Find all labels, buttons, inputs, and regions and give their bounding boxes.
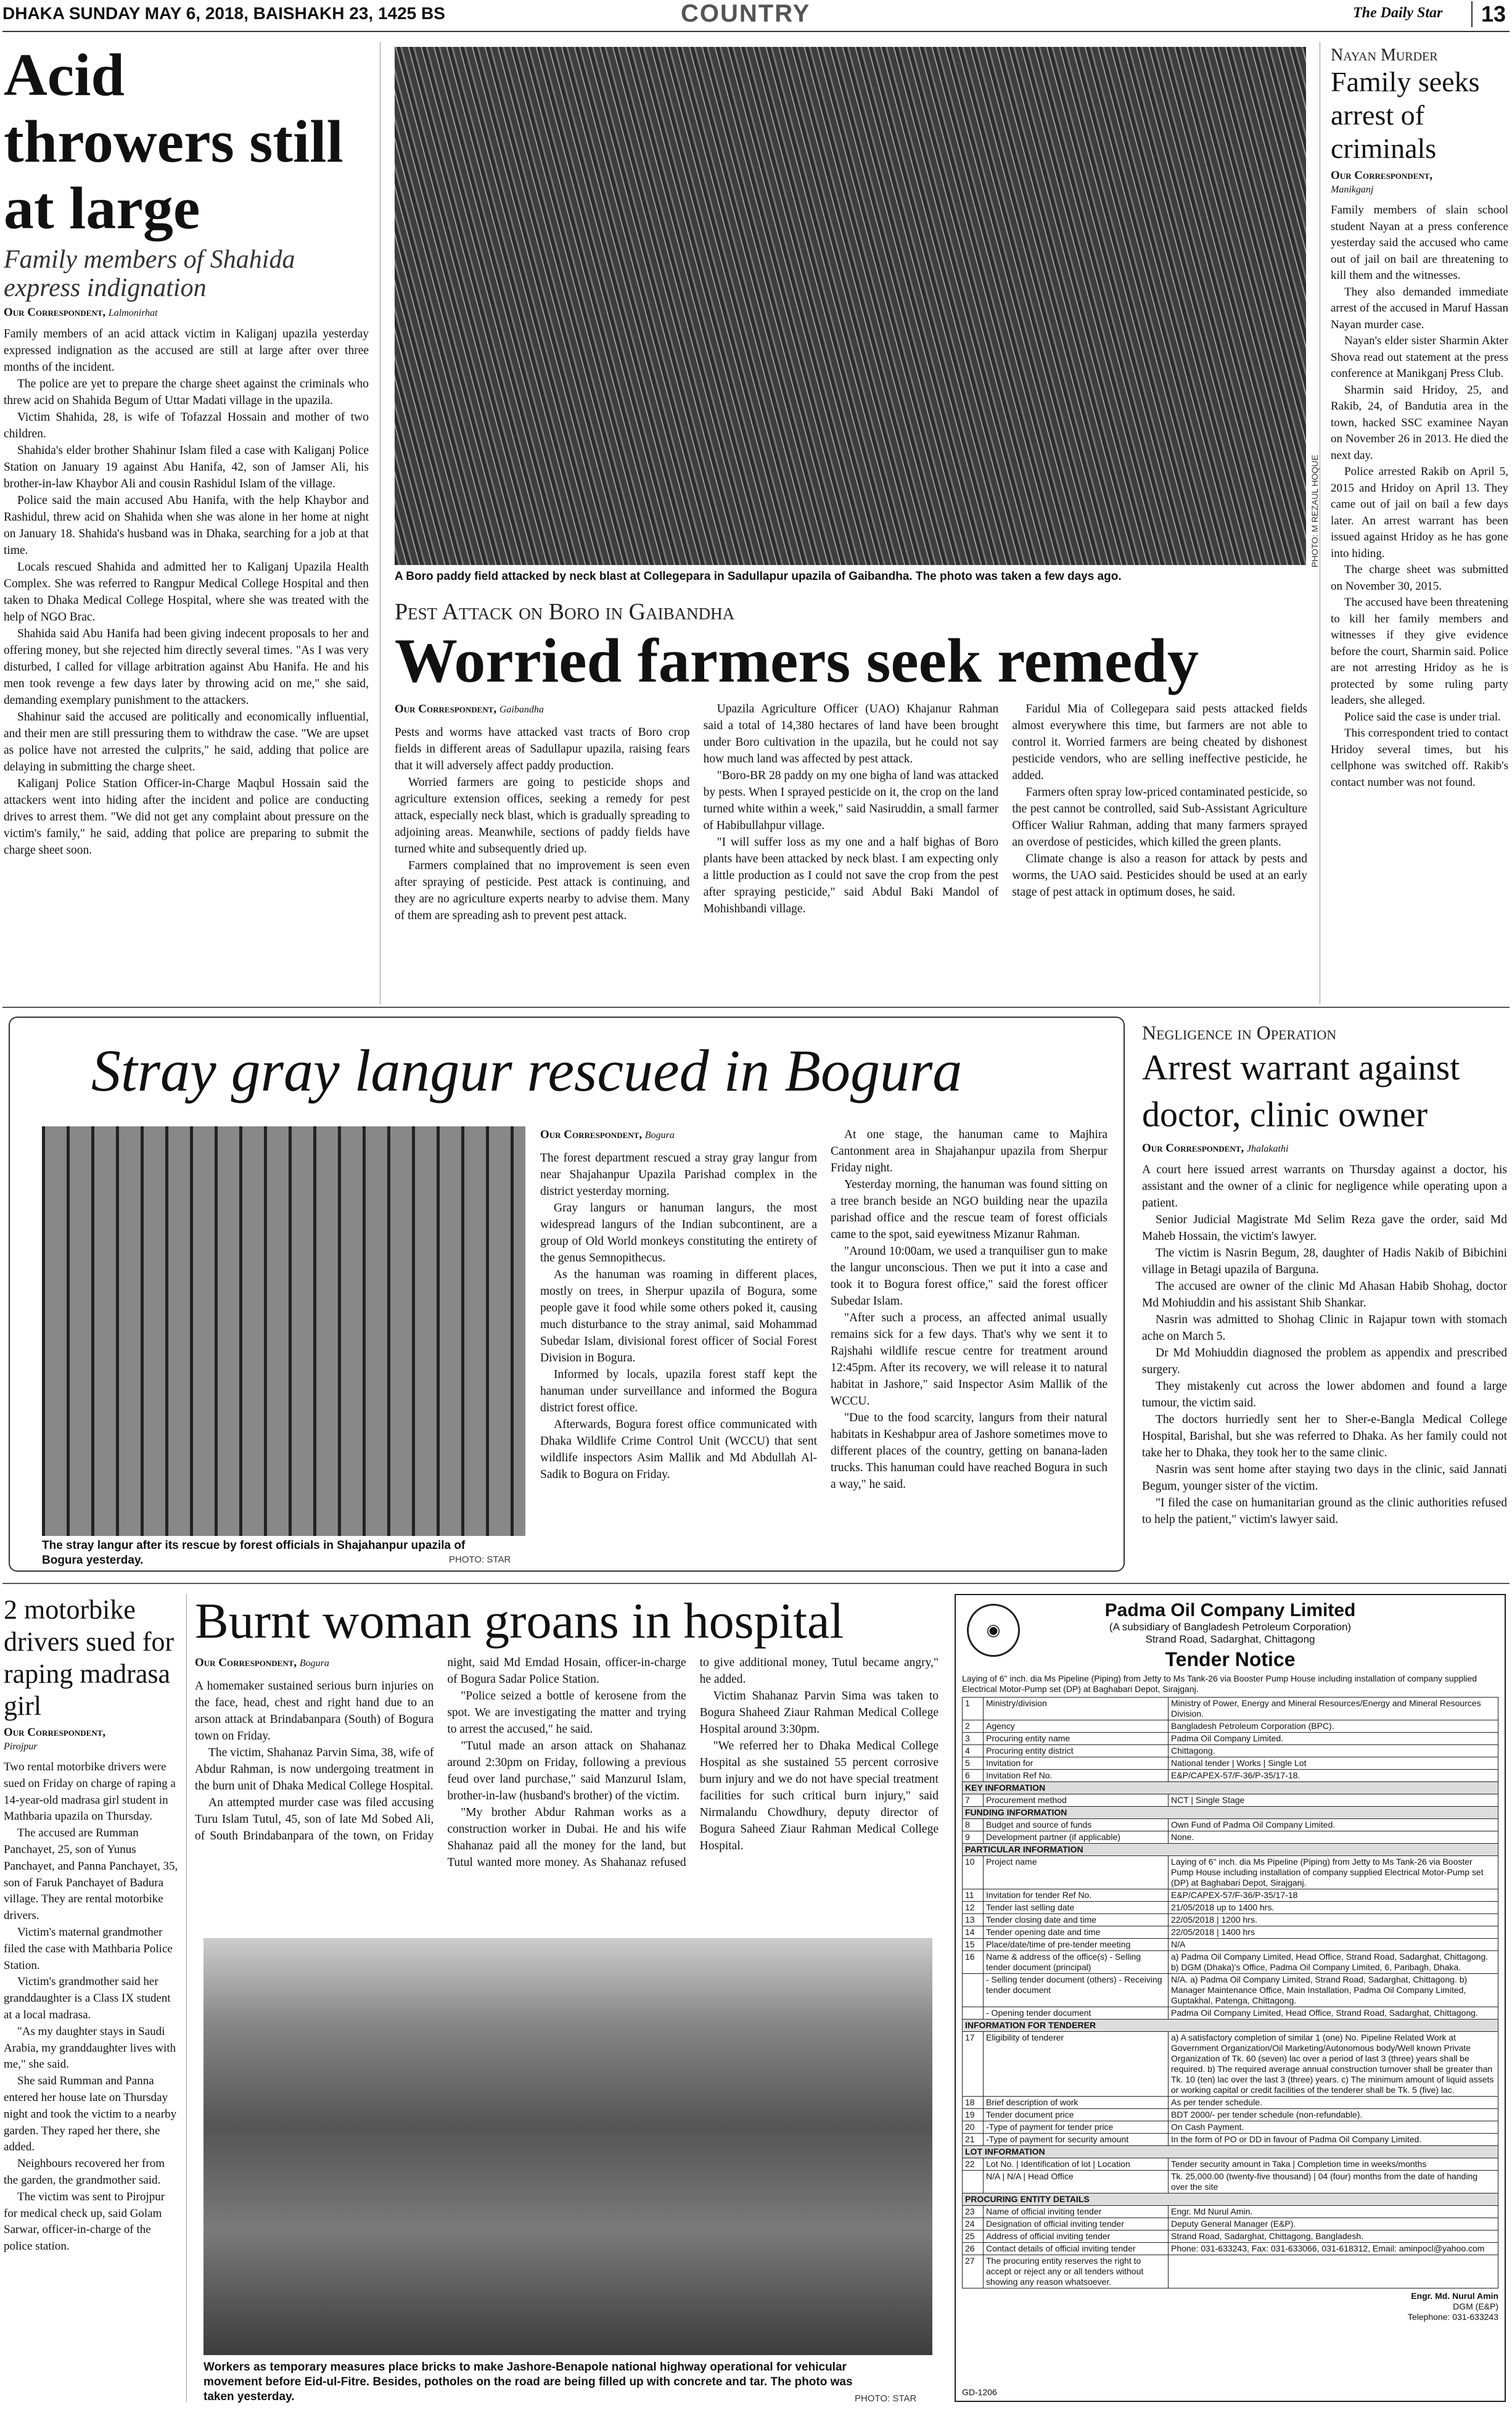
boro-headline: Worried farmers seek remedy [395, 626, 1199, 696]
langur-paragraphs [540, 1126, 1107, 1493]
langur-place: Bogura [644, 1130, 675, 1141]
tender-row-value: a) Padma Oil Company Limited, Head Office, Strand Road, Sadarghat, Chittagong. b) DGM (Dhaka)'s Office, Padma Oil Company Limited, 6, Paribagh, Dhaka. [1169, 1951, 1498, 1974]
tender-row-number: 9 [963, 1831, 984, 1844]
tender-row [963, 1720, 1498, 1733]
masthead [2, 0, 1510, 32]
tender-row-value: 22/05/2018 | 1400 hrs [1169, 1926, 1498, 1939]
paragraph: Kaliganj Police Station Officer-in-Charge Maqbul Hossain said the attackers went into hiding after the incident and police are conducting drives to arrest them. "We did not get any complaint about pressure on the victim's family," he said, adding that police are preparing to submit the charge sheet soon. [4, 777, 369, 857]
tender-notice [955, 1594, 1506, 2402]
tender-row-number: 16 [963, 1951, 984, 1974]
paragraph: The victim is Nasrin Begum, 28, daughter of Hadis Nakib of Bibichini village in Betagi upazila of Barguna. [1142, 1247, 1507, 1276]
tender-row [963, 1844, 1498, 1856]
tender-row-value: On Cash Payment. [1169, 2121, 1498, 2134]
langur-photo-credit: PHOTO: STAR [449, 1554, 511, 1565]
tender-title: Tender Notice [1165, 1648, 1296, 1670]
tender-row-value: Tender security amount in Taka | Completion time in weeks/months [1169, 2158, 1498, 2171]
tender-row [963, 1902, 1498, 1914]
tender-row [963, 2109, 1498, 2121]
tender-row-number [963, 2171, 984, 2193]
paragraph: Shahida said Abu Hanifa had been giving indecent proposals to her and offering money, but she rejected him directly several times. "As I was very disturbed, I called for village arbitration against Abu Hanifa. He and his men took revenge a few days later by throwing acid on me," she said, demanding exemplary punishment to the attackers. [4, 627, 369, 707]
paragraph: Neighbours recovered her from the garden, the grandmother said. [4, 2157, 165, 2187]
motorbike-body [4, 1759, 179, 2255]
warrant-byline [1142, 1142, 1507, 1155]
tender-row [963, 2032, 1498, 2097]
tender-sub1: (A subsidiary of Bangladesh Petroleum Corporation) [1109, 1621, 1352, 1633]
paragraph: "Due to the food scarcity, langurs from their natural habitats in Keshabpur area of Jashore sometimes move to different places of the country, getting on banana-laden trucks. This hanuman could have reached Bogura in such a way," he said. [831, 1411, 1107, 1491]
paragraph: Police said the main accused Abu Hanifa, with the help Khaybor and Rashidul, threw acid on Shahida when she was alone in her home at night on January 18. Shahida's husband was in Dhaka, searching for a job at that time. [4, 494, 369, 557]
tender-row-label: Development partner (if applicable) [984, 1831, 1169, 1844]
tender-section-label: KEY INFORMATION [963, 1782, 1498, 1794]
tender-row-number: 14 [963, 1926, 984, 1939]
paragraph: Pests and worms have attacked vast tracts of Boro crop fields in different areas of Sadullapur upazila, raising fears that it will adversely affect paddy production. [395, 726, 690, 772]
tender-row-number: 1 [963, 1698, 984, 1720]
tender-row-value: Tk. 25,000.00 (twenty-five thousand) | 04 (four) months from the date of handing over the site [1169, 2171, 1498, 2193]
warrant-body [1142, 1162, 1507, 1528]
tender-row-number: 4 [963, 1745, 984, 1757]
tender-row-label: - Opening tender document [984, 2007, 1169, 2020]
tender-sign-phone: Telephone: 031-633243 [1407, 2312, 1498, 2322]
tender-row-label: Procurement method [984, 1794, 1169, 1807]
paragraph: They also demanded immediate arrest of the accused in Maruf Hassan Nayan murder case. [1331, 285, 1508, 331]
tender-row-value: 22/05/2018 | 1200 hrs. [1169, 1914, 1498, 1926]
tender-section-label: PARTICULAR INFORMATION [963, 1844, 1498, 1856]
tender-code: GD-1206 [962, 2387, 997, 2397]
paragraph: Worried farmers are going to pesticide shops and agriculture extension offices, seeking a remedy for pest attack, especially neck blast, which is gradually spreading to adjoining areas. Meanwhile, sections of paddy fields have turned white and subsequently dried up. [395, 776, 690, 856]
paragraph: Locals rescued Shahida and admitted her to Kaliganj Upazila Health Complex. She was referred to Rangpur Medical College Hospital and then taken to Dhaka Medical College Hospital, where she was treated with the help of NGO Brac. [4, 561, 369, 624]
paragraph: The accused have been threatening to kill her family members and witnesses if they give evidence before the court, Sharmin said. Police are not arresting Hridoy as he is protected by some ruling party leaders, she alleged. [1331, 596, 1508, 707]
tender-row-label: Name & address of the office(s) - Selling tender document (principal) [984, 1951, 1169, 1974]
paragraph: A court here issued arrest warrants on Thursday against a doctor, his assistant and the owner of a clinic for negligence while operating upon a patient. [1142, 1163, 1507, 1210]
paragraph: Victim's maternal grandmother filed the case with Mathbaria Police Station. [4, 1925, 173, 1972]
tender-row [963, 1889, 1498, 1902]
paragraph: "We referred her to Dhaka Medical College Hospital as she sustained 55 percent corrosive burn injury and we do not have special treatment facilities for such critical burn injury," said Nirmalandu Chowdhury, deputy director of Bogura Saheed Ziaur Rahman Medical College Hospital. [699, 1739, 939, 1852]
tender-row-number: 7 [963, 1794, 984, 1807]
paragraph: Gray langurs or hanuman langurs, the most widespread langurs of the Indian subcontinent, are a group of Old World monkeys constituting the entirety of the genus Semnopithecus. [540, 1202, 817, 1265]
tender-row [963, 1926, 1498, 1939]
langur-headline: Stray gray langur rescued in Bogura [91, 1038, 963, 1104]
road-workers-photo [203, 1938, 932, 2355]
tender-sign-title: DGM (E&P) [1453, 2301, 1498, 2311]
paragraph: Police said the case is under trial. [1344, 710, 1501, 724]
paragraph: Informed by locals, upazila forest staff kept the hanuman under surveillance and informed the Bogura district forest office. [540, 1368, 817, 1414]
paragraph: Faridul Mia of Collegepara said pests attacked fields almost everywhere this time, but farmers are not able to control it. Worried farmers are being cheated by dishonest pesticide vendors, who are selling ineffective pesticide, he added. [1012, 703, 1307, 782]
tender-row [963, 1807, 1498, 1819]
tender-row-label: Eligibility of tenderer [984, 2032, 1169, 2097]
acid-subhead: Family members of Shahida express indignation [4, 246, 295, 302]
tender-row-label: Tender document price [984, 2109, 1169, 2121]
tender-row-value: E&P/CAPEX-57/F-36/P-35/17-18 [1169, 1889, 1498, 1902]
paddy-field-photo [395, 47, 1306, 565]
tender-signature [962, 2291, 1498, 2322]
acid-place: Lalmonirhat [108, 308, 158, 318]
langur-box [9, 1017, 1125, 1572]
paragraph: Victim Shahanaz Parvin Sima was taken to Bogura Shaheed Ziaur Rahman Medical College Hospital around 3:30pm. [699, 1690, 939, 1736]
paragraph: Nasrin was admitted to Shohag Clinic in Rajapur town with stomach ache on March 5. [1142, 1313, 1507, 1343]
paragraph: They mistakenly cut across the lower abdomen and found a large tumour, the victim said. [1142, 1380, 1507, 1409]
burnt-place: Bogura [299, 1658, 329, 1669]
tender-row-label: Designation of official inviting tender [984, 2218, 1169, 2230]
paragraph: Nayan's elder sister Sharmin Akter Shova read out statement at the press conference at Manikganj Press Club. [1331, 334, 1508, 380]
langur-body [540, 1126, 1107, 1558]
tender-row-label: Lot No. | Identification of lot | Location [984, 2158, 1169, 2171]
tender-row [963, 2020, 1498, 2032]
tender-row-label: Ministry/division [984, 1698, 1169, 1720]
paragraph: "Tutul made an arson attack on Shahanaz around 2:30pm on Friday, following a previous feud over land purchase," said Manzurul Islam, brother-in-law (husband's brother) of the victim. [447, 1739, 686, 1802]
paragraph: "Around 10:00am, we used a tranquiliser gun to make the langur unconscious. Then we put it into a case and took it to Bogura forest office," said the forest officer Subedar Islam. [831, 1245, 1107, 1308]
tender-row-number: 26 [963, 2243, 984, 2255]
paragraph: "I will suffer loss as my one and a half bighas of Boro plants have been attacked by neck blast. I am expecting only a little production as I could not save the crop from the pest after spraying pesticide," said Abdul Baki Mandol of Mohishbandi village. [703, 836, 999, 915]
paragraph: Police arrested Rakib on April 5, 2015 and Hridoy on April 13. They came out of jail on bail a few days later. An arrest warrant has been issued against Hridoy as he has gone into hiding. [1331, 465, 1508, 560]
road-photo-caption: Workers as temporary measures place bricks to make Jashore-Benapole national highway operational for vehicular movement before Eid-ul-Fitre. Besides, potholes on the road are being filled up with concrete and tar. The photo was taken yesterday. [203, 2361, 853, 2403]
tender-row-label: Place/date/time of pre-tender meeting [984, 1939, 1169, 1951]
tender-row-label: The procuring entity reserves the right to accept or reject any or all tenders without showing any reason whatsoever. [984, 2255, 1169, 2288]
nayan-body [1331, 202, 1508, 791]
tender-row-number [963, 2007, 984, 2020]
boro-place: Gaibandha [499, 704, 544, 715]
tender-row-number: 25 [963, 2230, 984, 2243]
tender-row-value: N/A [1169, 1939, 1498, 1951]
tender-intro: Laying of 6" inch. dia Ms Pipeline (Piping) from Jetty to Ms Tank-26 via Booster Pump House including installation of company supplied Electrical Motor-Pump set (DP) at Baghabari Depot, Sirajganj. [962, 1673, 1477, 1694]
tender-section-label: LOT INFORMATION [963, 2146, 1498, 2158]
tender-row [963, 1733, 1498, 1745]
paragraph: Shahida's elder brother Shahinur Islam filed a case with Kaliganj Police Station on January 19 against Abu Hanifa, 42, son of Jamser Ali, his brother-in-law Khaybor Ali and cousin Rashidul Islam of the village. [4, 444, 369, 490]
tender-row [963, 1757, 1498, 1770]
paragraph: "As my daughter stays in Saudi Arabia, my granddaughter lives with me," she said. [4, 2024, 176, 2071]
tender-row-number: 5 [963, 1757, 984, 1770]
tender-row-number: 10 [963, 1856, 984, 1889]
nayan-byline [1331, 169, 1508, 196]
tender-row-value: In the form of PO or DD in favour of Padma Oil Company Limited. [1169, 2134, 1498, 2146]
tender-row [963, 2097, 1498, 2109]
warrant-kicker: Negligence in Operation [1142, 1021, 1337, 1044]
section-divider [2, 1583, 1510, 1584]
paragraph: The accused are owner of the clinic Md Ahasan Habib Shohag, doctor Md Mohiuddin and his assistant Shib Shankar. [1142, 1280, 1507, 1310]
paragraph: The charge sheet was submitted on November 30, 2015. [1331, 563, 1508, 593]
burnt-byline [195, 1654, 433, 1672]
tender-row [963, 2171, 1498, 2193]
tender-row [963, 2255, 1498, 2288]
paragraph: Shahinur said the accused are politically and economically influential, and their men are still pressuring them to withdraw the case. "We are upset as police have not arrested the culprits," he said, adding that police are delaying in submitting the charge sheet. [4, 711, 369, 774]
tender-row-number: 2 [963, 1720, 984, 1733]
tender-row-number [963, 1974, 984, 2007]
dateline: DHAKA SUNDAY MAY 6, 2018, BAISHAKH 23, 1425 BS [2, 4, 445, 23]
tender-row-label: - Selling tender document (others) - Receiving tender document [984, 1974, 1169, 2007]
warrant-headline: Arrest warrant against doctor, clinic owner [1142, 1047, 1460, 1134]
paragraph: The police are yet to prepare the charge sheet against the criminals who threw acid on Shahida Begum of Uttar Madati village in the upazila. [4, 378, 369, 407]
tender-row [963, 2193, 1498, 2206]
column-rule [186, 1594, 187, 2402]
nayan-article [1331, 46, 1508, 791]
tender-row [963, 1939, 1498, 1951]
tender-row-label: Budget and source of funds [984, 1819, 1169, 1831]
tender-sub2: Strand Road, Sadarghat, Chittagong [1145, 1633, 1315, 1645]
paragraph: Victim's grandmother said her granddaughter is a Class IX student at a local madrasa. [4, 1975, 171, 2021]
paragraph: At one stage, the hanuman came to Majhira Cantonment area in Shajahanpur upazila from Sherpur Friday night. [831, 1128, 1107, 1174]
tender-row-value: As per tender schedule. [1169, 2097, 1498, 2109]
paragraph: Climate change is also a reason for attack by pests and worms, the UAO said. Pesticides should be used at an early stage of pest attack in optimum doses, he said. [1012, 852, 1307, 899]
tender-row [963, 1782, 1498, 1794]
tender-row-label: Tender opening date and time [984, 1926, 1169, 1939]
motorbike-place: Pirojpur [4, 1741, 38, 1752]
tender-row [963, 2121, 1498, 2134]
tender-row-label: Procuring entity district [984, 1745, 1169, 1757]
tender-row [963, 1819, 1498, 1831]
paragraph: "Boro-BR 28 paddy on my one bigha of land was attacked by pests. When I sprayed pesticide on it, the crop on the land turned white within a week," said Nasiruddin, a small farmer of Habibullahpur village. [703, 769, 999, 832]
motorbike-headline: 2 motorbike drivers sued for raping madrasa girl [4, 1595, 175, 1721]
tender-row-value: E&P/CAPEX-57/F-36/P-35/17-18. [1169, 1770, 1498, 1782]
paragraph: A homemaker sustained serious burn injuries on the face, head, chest and right hand due to an arson attack at Brindabanpara (South) of Bogura town on Friday. [195, 1680, 434, 1743]
tender-row-value: NCT | Single Stage [1169, 1794, 1498, 1807]
paddy-photo-credit: PHOTO: M REZAUL HOQUE [1310, 455, 1320, 567]
tender-row-value: Chittagong. [1169, 1745, 1498, 1757]
nayan-place: Manikganj [1331, 184, 1374, 195]
tender-row-value: Own Fund of Padma Oil Company Limited. [1169, 1819, 1498, 1831]
tender-row-value: Padma Oil Company Limited, Head Office, Strand Road, Sadarghat, Chittagong. [1169, 2007, 1498, 2020]
paragraph: The victim, Shahanaz Parvin Sima, 38, wife of Abdur Rahman, is now undergoing treatment in the burn unit of Dhaka Medical College Hospital. [195, 1746, 434, 1793]
tender-row-value: National tender | Works | Single Lot [1169, 1757, 1498, 1770]
tender-row [963, 1794, 1498, 1807]
tender-row-label: Invitation Ref No. [984, 1770, 1169, 1782]
tender-row [963, 2146, 1498, 2158]
burnt-byline-text: Our Correspondent, [195, 1656, 297, 1669]
tender-row [963, 1914, 1498, 1926]
tender-row-number: 13 [963, 1914, 984, 1926]
tender-row-number: 27 [963, 2255, 984, 2288]
tender-row-number: 22 [963, 2158, 984, 2171]
paragraph: "Police seized a bottle of kerosene from the spot. We are investigating the matter and trying to arrest the accused," he said. [447, 1690, 686, 1736]
tender-company: Padma Oil Company Limited [1104, 1600, 1356, 1620]
burnt-article [195, 1591, 939, 1920]
tender-row-number: 17 [963, 2032, 984, 2097]
tender-row-label: Invitation for [984, 1757, 1169, 1770]
tender-sign-name: Engr. Md. Nurul Amin [1411, 2291, 1498, 2301]
tender-row-value: Padma Oil Company Limited. [1169, 1733, 1498, 1745]
tender-row-label: Contact details of official inviting tender [984, 2243, 1169, 2255]
tender-row-label: N/A | N/A | Head Office [984, 2171, 1169, 2193]
paragraph: As the hanuman was roaming in different places, mostly on trees, in Sherpur upazila of Bogura, some people gave it food while some others poked it, causing much disturbance to the stray animal, said Mohammad Subedar Islam, divisional forest officer of Social Forest Division in Bogura. [540, 1268, 817, 1364]
paragraph: Afterwards, Bogura forest office communicated with Dhaka Wildlife Crime Control Unit (WCCU) that sent wildlife inspectors Asim Mallik and Md Abdullah Al-Sadik to Bogura on Friday. [540, 1418, 817, 1481]
tender-row [963, 2206, 1498, 2218]
tender-row [963, 1951, 1498, 1974]
tender-row-number: 18 [963, 2097, 984, 2109]
tender-row-label: Address of official inviting tender [984, 2230, 1169, 2243]
langur-photo-caption: The stray langur after its rescue by forest officials in Shajahanpur upazila of Bogura yesterday. [42, 1539, 466, 1567]
tender-row-number: 11 [963, 1889, 984, 1902]
nayan-headline: Family seeks arrest of criminals [1331, 66, 1480, 164]
tender-row [963, 2007, 1498, 2020]
paragraph: Family members of an acid attack victim in Kaliganj upazila yesterday expressed indignation as the accused are still at large after over three months of the incident. [4, 328, 369, 374]
motorbike-article [4, 1594, 179, 2255]
tender-row [963, 2134, 1498, 2146]
burnt-paragraphs [195, 1654, 939, 1871]
boro-byline-text: Our Correspondent, [395, 703, 497, 716]
tender-row-value: Engr. Md Nurul Amin. [1169, 2206, 1498, 2218]
tender-row-number: 24 [963, 2218, 984, 2230]
paragraph: Sharmin said Hridoy, 25, and Rakib, 24, of Bandutia area in the town, hacked SSC examinee Nayan on November 26 in 2013. He died the next day. [1331, 383, 1508, 462]
burnt-headline: Burnt woman groans in hospital [195, 1593, 844, 1649]
paragraph: Yesterday morning, the hanuman was found sitting on a tree branch beside an NGO building near the upazila parishad office and the rescue team of forest officials came to the spot, said eyewitness Mizanur Rahman. [831, 1178, 1107, 1241]
section-divider [2, 1007, 1510, 1008]
warrant-byline-text: Our Correspondent, [1142, 1142, 1244, 1155]
paragraph: Farmers often spray low-priced contaminated pesticide, so the pest cannot be controlled, said Sub-Assistant Agriculture Officer Waliur Rahman, adding that many farmers sprayed an overdose of pesticides, which killed the green plants. [1012, 786, 1307, 849]
paragraph: She said Rumman and Panna entered her house late on Thursday night and took the victim to a nearby garden. They raped her there, she added. [4, 2074, 177, 2154]
warrant-article [1142, 1021, 1507, 1528]
warrant-place: Jhalakathi [1246, 1144, 1289, 1154]
paragraph: "After such a process, an affected animal usually remains sick for a few days. That's why we sent it to Rajshahi wildlife rescue centre for treatment around 12:45pm. After its recovery, we will release it to natural habitat in Jashore," said Inspector Asim Mallik of the WCCU. [831, 1311, 1107, 1408]
tender-row-value: Deputy General Manager (E&P). [1169, 2218, 1498, 2230]
tender-row [963, 2158, 1498, 2171]
paragraph: Family members of slain school student Nayan at a press conference yesterday said the accused who came out of jail on bail are threatening to kill them and the witnesses. [1331, 204, 1508, 282]
acid-article [4, 42, 369, 859]
tender-row-label: Project name [984, 1856, 1169, 1889]
tender-row-number: 19 [963, 2109, 984, 2121]
paragraph: "My brother Abdur Rahman works as a construction worker in Dubai. He and his wife Shahanaz paid all the money for the land, but Tutul wanted more money. As Shahanaz refused to give additional money, Tutul became angry," he added. [447, 1656, 939, 1869]
boro-kicker: Pest Attack on Boro in Gaibandha [395, 599, 735, 625]
tender-row-number: 6 [963, 1770, 984, 1782]
paper-name: The Daily Star [1353, 5, 1443, 21]
langur-byline [540, 1126, 817, 1144]
paragraph: Farmers complained that no improvement is seen even after spraying of pesticide. Pest attack is continuing, and they are no agriculture experts nearby to advise them. Many of them are spreading ash to prevent pest attack. [395, 859, 690, 922]
paragraph: The accused are Rumman Panchayet, 25, son of Yunus Panchayet, and Panna Panchayet, 35, son of Faruk Panchayet of Badura village. They are rental motorbike drivers. [4, 1826, 178, 1923]
tender-row [963, 1698, 1498, 1720]
tender-row-value: N/A. a) Padma Oil Company Limited, Strand Road, Sadarghat, Chittagong. b) Manager Maintenance Office, Main Installation, Padma Oil Company Limited, Guptakhal, Patenga, Chittagong. [1169, 1974, 1498, 2007]
tender-row-value: Bangladesh Petroleum Corporation (BPC). [1169, 1720, 1498, 1733]
paragraph: The victim was sent to Pirojpur for medical check up, said Golam Sarwar, officer-in-charge of the police station. [4, 2190, 165, 2253]
tender-section-label: PROCURING ENTITY DETAILS [963, 2193, 1498, 2206]
tender-row-label: Invitation for tender Ref No. [984, 1889, 1169, 1902]
road-photo-credit: PHOTO: STAR [855, 2393, 917, 2404]
tender-row [963, 1831, 1498, 1844]
tender-table [962, 1697, 1498, 2288]
tender-row-label: Brief description of work [984, 2097, 1169, 2109]
tender-row [963, 1856, 1498, 1889]
tender-row-label: -Type of payment for tender price [984, 2121, 1169, 2134]
tender-row-value: None. [1169, 1831, 1498, 1844]
tender-row [963, 1974, 1498, 2007]
tender-section-label: INFORMATION FOR TENDERER [963, 2020, 1498, 2032]
motorbike-byline-text: Our Correspondent, [4, 1726, 106, 1739]
paragraph: Dr Md Mohiuddin diagnosed the problem as appendix and prescribed surgery. [1142, 1347, 1507, 1376]
tender-row-value [1169, 2255, 1498, 2288]
acid-body [4, 326, 369, 859]
motorbike-byline [4, 1726, 179, 1753]
tender-row [963, 2218, 1498, 2230]
tender-row-label: Agency [984, 1720, 1169, 1733]
paragraph: Upazila Agriculture Officer (UAO) Khajanur Rahman said a total of 14,380 hectares of land have been brought under Boro cultivation in the upazila, but he could not say how much land was affected by pest attack. [703, 703, 999, 766]
paragraph: This correspondent tried to contact Hridoy several times, but his cellphone was switched off. Rakib's contact number was not found. [1331, 727, 1508, 789]
tender-row-number: 20 [963, 2121, 984, 2134]
tender-row-number: 15 [963, 1939, 984, 1951]
nayan-kicker: Nayan Murder [1331, 46, 1438, 65]
langur-byline-text: Our Correspondent, [540, 1128, 643, 1141]
section-label: COUNTRY [681, 0, 811, 27]
tender-section-label: FUNDING INFORMATION [963, 1807, 1498, 1819]
boro-article [395, 598, 1307, 984]
tender-row-number: 12 [963, 1902, 984, 1914]
acid-byline-text: Our Correspondent, [4, 306, 106, 319]
paragraph: Two rental motorbike drivers were sued on Friday on charge of raping a 14-year-old madrasa girl student in Mathbaria upazila on Thursday. [4, 1760, 176, 1823]
paragraph: Nasrin was sent home after staying two days in the clinic, said Jannati Begum, younger sister of the victim. [1142, 1463, 1507, 1493]
paragraph: Victim Shahida, 28, is wife of Tofazzal Hossain and mother of two children. [4, 411, 369, 440]
tender-row [963, 1745, 1498, 1757]
tender-row-number: 3 [963, 1733, 984, 1745]
tender-row-number: 8 [963, 1819, 984, 1831]
acid-byline [4, 306, 369, 320]
boro-byline [395, 701, 690, 718]
tender-row [963, 1770, 1498, 1782]
tender-row-label: Tender closing date and time [984, 1914, 1169, 1926]
tender-logo: ◉ [967, 1604, 1020, 1657]
langur-photo [42, 1126, 525, 1536]
paragraph: An attempted murder case was filed accusing Turu Islam Tutul, 45, son of late Md Sobed Ali, of South Brindabanpara of the town, on Friday night, said Md Emdad Hosain, officer-in-charge of Bogura Sadar Police Station. [195, 1656, 686, 1843]
tender-row-label: Name of official inviting tender [984, 2206, 1169, 2218]
paragraph: Senior Judicial Magistrate Md Selim Reza gave the order, said Md Maheb Hossain, the victim's lawyer. [1142, 1213, 1507, 1243]
tender-row-label: Tender last selling date [984, 1902, 1169, 1914]
tender-row-value: Strand Road, Sadarghat, Chittagong, Bangladesh. [1169, 2230, 1498, 2243]
paragraph: "I filed the case on humanitarian ground as the clinic authorities refused to help the patient," victim's lawyer said. [1142, 1496, 1507, 1526]
tender-row-label: Procuring entity name [984, 1733, 1169, 1745]
tender-row-value: BDT 2000/- per tender schedule (non-refundable). [1169, 2109, 1498, 2121]
page-number: 13 [1471, 1, 1506, 27]
tender-row-value: Phone: 031-633243, Fax: 031-633066, 031-618312, Email: aminpocl@yahoo.com [1169, 2243, 1498, 2255]
tender-row [963, 2243, 1498, 2255]
tender-row-value: Ministry of Power, Energy and Mineral Resources/Energy and Mineral Resources Division. [1169, 1698, 1498, 1720]
paragraph: The forest department rescued a stray gray langur from near Shajahanpur Upazila Parishad complex in the district yesterday morning. [540, 1152, 817, 1198]
tender-row-label: -Type of payment for security amount [984, 2134, 1169, 2146]
acid-headline: Acid throwers still at large [4, 42, 343, 242]
tender-row [963, 2230, 1498, 2243]
tender-row-value: 21/05/2018 up to 1400 hrs. [1169, 1902, 1498, 1914]
tender-row-number: 23 [963, 2206, 984, 2218]
tender-row-value: Laying of 6" inch. dia Ms Pipeline (Piping) from Jetty to Ms Tank-26 via Booster Pump House including installation of company supplied Electrical Motor-Pump set (DP) at Baghabari Depot, Sirajganj. [1169, 1856, 1498, 1889]
tender-row-value: a) A satisfactory completion of similar 1 (one) No. Pipeline Related Work at Government Organization/Oil Marketing/Autonomous body/Well known Private Organization of Tk. 60 (seven) lac over a period of last 3 (three) years shall be required. b) The required average annual construction turnover shall be greater than Tk. 10 (ten) lac over the last 3 (three) years. c) The minimum amount of liquid assets or working capital or credit facilities of the tenderer shall be Tk. 5 (five) lac. [1169, 2032, 1498, 2097]
tender-row-number: 21 [963, 2134, 984, 2146]
boro-body [395, 701, 1307, 984]
paragraph: The doctors hurriedly sent her to Sher-e-Bangla Medical College Hospital, Barishal, but she was referred to Dhaka. As her family could not take her to Dhaka, they took her to the same clinic. [1142, 1413, 1507, 1459]
burnt-body [195, 1654, 939, 1920]
nayan-byline-text: Our Correspondent, [1331, 169, 1433, 182]
boro-paragraphs [395, 701, 1307, 924]
paddy-photo-caption: A Boro paddy field attacked by neck blast at Collegepara in Sadullapur upazila of Gaibandha. The photo was taken a few days ago. [395, 570, 1122, 583]
